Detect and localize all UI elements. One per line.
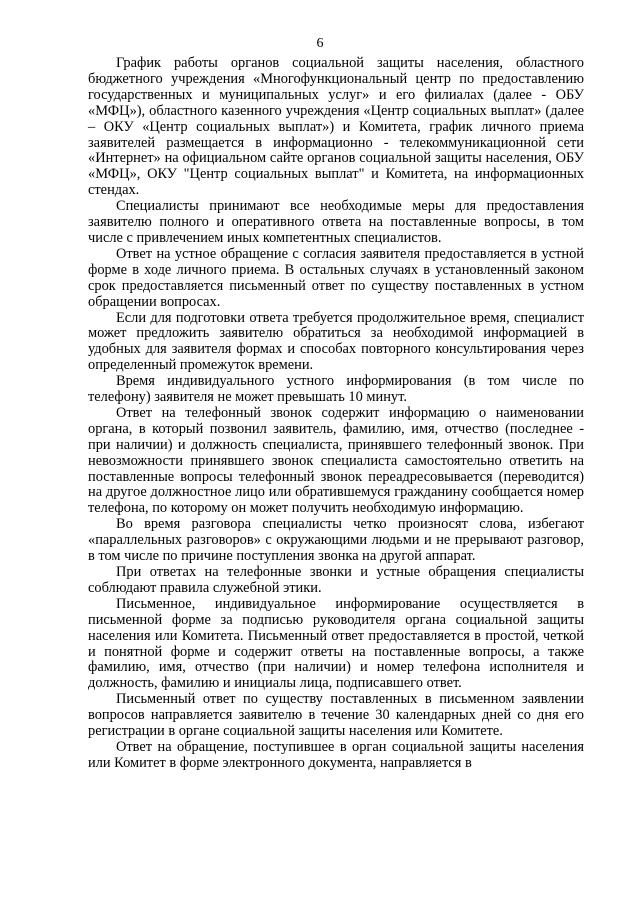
- paragraph-phone-call: Ответ на телефонный звонок содержит информацию о наименовании органа, в который позвонил заявитель, фамилию, имя, отчество (последнее - при наличии) и должность специалиста, принявшего телефонный звонок. При невозможности принявшего звонок специалиста самостоятельно ответить на поставленные вопросы телефонный звонок переадресовывается (переводится) на другое должностное лицо или обратившемуся гражданину сообщается номер телефона, по которому он может получить необходимую информацию.: [88, 404, 584, 517]
- paragraph-written-answer-term: Письменный ответ по существу поставленных в письменном заявлении вопросов направляется заявителю в течение 30 календарных дней со дня его регистрации в органе социальной защиты населения или Комитете.: [88, 691, 584, 740]
- paragraph-ethics: При ответах на телефонные звонки и устные обращения специалисты соблюдают правила служебной этики.: [88, 564, 584, 596]
- paragraph-oral-answer: Ответ на устное обращение с согласия заявителя предоставляется в устной форме в ходе личного приема. В остальных случаях в установленный законом срок предоставляется письменный ответ по существу поставленных в устном обращении вопросах.: [88, 245, 584, 310]
- paragraph-conversation: Во время разговора специалисты четко произносят слова, избегают «параллельных разговоров» с окружающими людьми и не прерывают разговор, в том числе по причине поступления звонка на другой аппарат.: [88, 516, 584, 565]
- document-body: [88, 56, 584, 772]
- paragraph-long-preparation: Если для подготовки ответа требуется продолжительное время, специалист может предложить заявителю обратиться за необходимой информацией в удобных для заявителя формах и способах повторного консультирования через определенный промежуток времени.: [88, 309, 584, 374]
- paragraph-electronic-answer: Ответ на обращение, поступившее в орган социальной защиты населения или Комитет в форме электронного документа, направляется в: [88, 738, 584, 771]
- paragraph-schedule: График работы органов социальной защиты населения, областного бюджетного учреждения «Многофункциональный центр по предоставлению государственных и муниципальных услуг» и его филиалах (далее - ОБУ «МФЦ»), областного казенного учреждения «Центр социальных выплат» (далее – ОКУ «Центр социальных выплат») и Комитета, график личного приема заявителей размещается в информационно - телекоммуникационной сети «Интернет» на официальном сайте органов социальной защиты населения, ОБУ «МФЦ», ОКУ "Центр социальных выплат" и Комитета, на информационных стендах.: [88, 55, 584, 199]
- paragraph-time-limit: Время индивидуального устного информирования (в том числе по телефону) заявителя не может превышать 10 минут.: [88, 373, 584, 406]
- paragraph-written-informing: Письменное, индивидуальное информирование осуществляется в письменной форме за подписью руководителя органа социальной защиты населения или Комитета. Письменный ответ предоставляется в простой, четкой и понятной форме и содержит ответы на поставленные вопросы, а также фамилию, имя, отчество (при наличии) и номер телефона исполнителя и должность, фамилию и инициалы лица, подписавшего ответ.: [88, 595, 584, 692]
- paragraph-specialists-measures: Специалисты принимают все необходимые меры для предоставления заявителю полного и оперативного ответа на поставленные вопросы, в том числе с привлечением иных компетентных специалистов.: [88, 198, 584, 246]
- page-number: 6: [316, 36, 324, 51]
